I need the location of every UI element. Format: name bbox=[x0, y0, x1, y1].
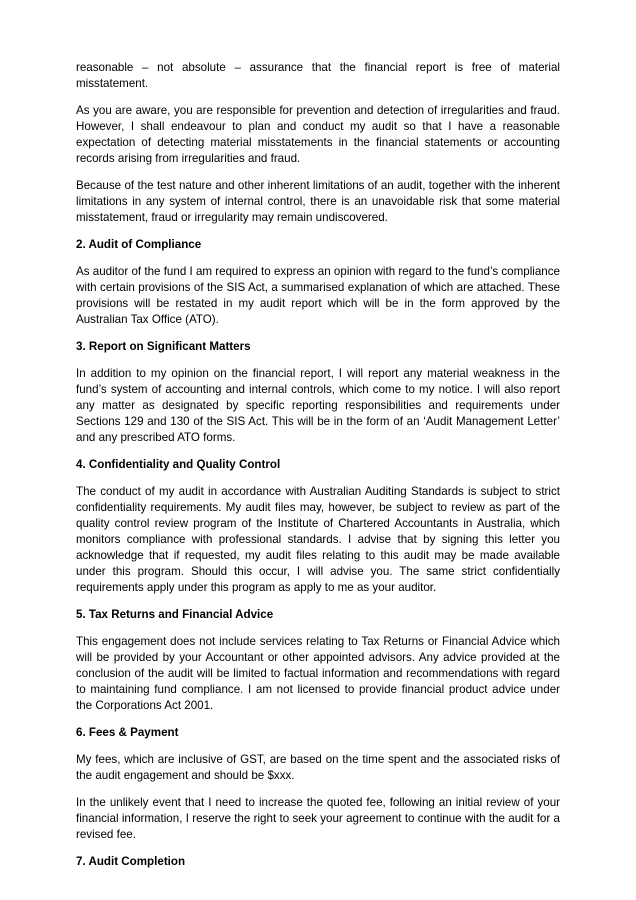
section-heading-audit-completion: 7. Audit Completion bbox=[76, 855, 186, 868]
paragraph-tax-returns: This engagement does not include services relating to Tax Returns or Financial Advice which will be provided by your Accountant or other appointed advisors. Any advice provided at the conclusion of the audit will be limited to factual information and recommendations with regard to maintaining fund compliance. I am not licensed to provide financial product advice under the Corporations Act 2001. bbox=[76, 635, 560, 712]
section-heading-audit-of-compliance: 2. Audit of Compliance bbox=[76, 238, 202, 251]
section-heading-tax-returns: 5. Tax Returns and Financial Advice bbox=[76, 608, 274, 621]
paragraph-assurance: reasonable – not absolute – assurance that the financial report is free of material misstatement. bbox=[76, 61, 560, 90]
document-page bbox=[76, 60, 560, 881]
paragraph-confidentiality: The conduct of my audit in accordance with Australian Auditing Standards is subject to strict confidentiality requirements. My audit files may, however, be subject to review as part of the quality control review program of the Institute of Chartered Accountants in Australia, which monitors compliance with professional standards. I advise that by signing this letter you acknowledge that if requested, my audit files relating to this audit may be made available under this program. Should this occur, I will advise you. The same strict confidentially requirements apply under this program as apply to me as your auditor. bbox=[76, 485, 560, 594]
paragraph-fees: My fees, which are inclusive of GST, are based on the time spent and the associated risks of the audit engagement and should be $xxx. bbox=[76, 753, 560, 782]
paragraph-report-on-significant-matters: In addition to my opinion on the financial report, I will report any material weakness in the fund’s system of accounting and internal controls, which come to my notice. I will also report any matter as designated by specific reporting responsibilities and requirements under Sections 129 and 130 of the SIS Act. This will be in the form of an ‘Audit Management Letter’ and any prescribed ATO forms. bbox=[76, 367, 560, 444]
paragraph-irregularities: As you are aware, you are responsible for prevention and detection of irregularities and fraud. However, I shall endeavour to plan and conduct my audit so that I have a reasonable expectation of detecting material misstatements in the financial statements or accounting records arising from irregularities and fraud. bbox=[76, 104, 560, 165]
section-heading-confidentiality: 4. Confidentiality and Quality Control bbox=[76, 458, 281, 471]
section-heading-fees-payment: 6. Fees & Payment bbox=[76, 726, 179, 739]
paragraph-inherent-limitations: Because of the test nature and other inherent limitations of an audit, together with the inherent limitations in any system of internal control, there is an unavoidable risk that some material misstatement, fraud or irregularity may remain undiscovered. bbox=[76, 179, 560, 224]
paragraph-audit-of-compliance: As auditor of the fund I am required to express an opinion with regard to the fund’s compliance with certain provisions of the SIS Act, a summarised explanation of which are attached. These provisions will be restated in my audit report which will be in the form approved by the Australian Tax Office (ATO). bbox=[76, 265, 560, 326]
section-heading-report-on-significant-matters: 3. Report on Significant Matters bbox=[76, 340, 251, 353]
paragraph-fee-increase: In the unlikely event that I need to increase the quoted fee, following an initial review of your financial information, I reserve the right to seek your agreement to continue with the audit for a revised fee. bbox=[76, 796, 560, 841]
